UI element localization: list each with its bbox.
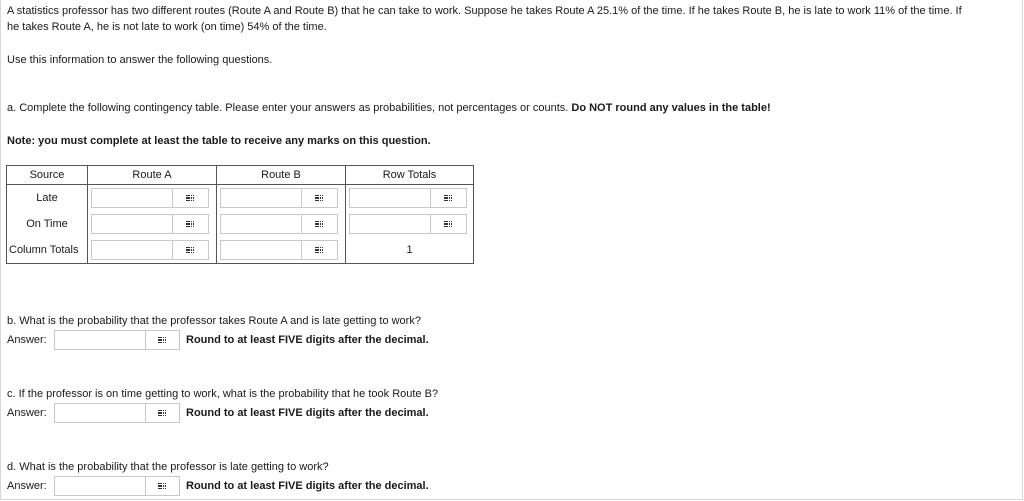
keypad-button[interactable] xyxy=(173,188,209,208)
part-c-question: c. If the professor is on time getting to work, what is the probability that he took Route B? xyxy=(7,388,439,400)
on-time-row-total-input[interactable] xyxy=(349,214,431,234)
keypad-grid-icon xyxy=(315,247,324,254)
answer-label: Answer: xyxy=(7,407,47,419)
header-route-a: Route A xyxy=(88,166,217,185)
part-c-answer-row xyxy=(7,403,429,423)
keypad-button[interactable] xyxy=(146,330,180,350)
keypad-button[interactable] xyxy=(302,214,338,234)
on-time-route-b-input[interactable] xyxy=(220,214,302,234)
intro-line-2: he takes Route A, he is not late to work (on time) 54% of the time. xyxy=(7,21,327,33)
rounding-hint: Round to at least FIVE digits after the decimal. xyxy=(186,407,429,419)
row-label-column-totals: Column Totals xyxy=(7,237,88,264)
answer-label: Answer: xyxy=(7,334,47,346)
part-d-answer-row xyxy=(7,476,429,496)
keypad-grid-icon xyxy=(186,247,195,254)
keypad-grid-icon xyxy=(315,221,324,228)
keypad-button[interactable] xyxy=(173,240,209,260)
table-row-late xyxy=(7,185,474,212)
part-b-answer-row xyxy=(7,330,429,350)
instruction-text: Use this information to answer the following questions. xyxy=(7,54,273,66)
row-label-on-time: On Time xyxy=(7,211,88,237)
table-header-row xyxy=(7,166,474,185)
keypad-grid-icon xyxy=(186,195,195,202)
keypad-grid-icon xyxy=(158,337,167,344)
keypad-button[interactable] xyxy=(431,188,467,208)
rounding-hint: Round to at least FIVE digits after the decimal. xyxy=(186,334,429,346)
part-c-answer-input[interactable] xyxy=(54,403,146,423)
intro-line-1: A statistics professor has two different routes (Route A and Route B) that he can take to work. Suppose he takes Route A 25.1% of the time. If he takes Route B, he is late to work 11% of the time. If xyxy=(7,5,962,17)
table-row-column-totals xyxy=(7,237,474,264)
part-a-body: a. Complete the following contingency table. Please enter your answers as probabilities, not percentages or counts. xyxy=(7,102,569,114)
late-route-b-input[interactable] xyxy=(220,188,302,208)
keypad-button[interactable] xyxy=(146,476,180,496)
header-route-b: Route B xyxy=(217,166,346,185)
header-row-totals: Row Totals xyxy=(346,166,474,185)
keypad-button[interactable] xyxy=(431,214,467,234)
part-a-emphasis: Do NOT round any values in the table! xyxy=(571,102,771,114)
keypad-grid-icon xyxy=(158,410,167,417)
keypad-grid-icon xyxy=(186,221,195,228)
keypad-grid-icon xyxy=(444,221,453,228)
keypad-button[interactable] xyxy=(302,188,338,208)
keypad-grid-icon xyxy=(158,483,167,490)
part-b-answer-input[interactable] xyxy=(54,330,146,350)
rounding-hint: Round to at least FIVE digits after the decimal. xyxy=(186,480,429,492)
total-route-a-input[interactable] xyxy=(91,240,173,260)
answer-label: Answer: xyxy=(7,480,47,492)
row-label-late: Late xyxy=(7,185,88,212)
keypad-button[interactable] xyxy=(146,403,180,423)
part-a-note: Note: you must complete at least the table to receive any marks on this question. xyxy=(7,135,431,147)
table-row-on-time xyxy=(7,211,474,237)
part-b-question: b. What is the probability that the professor takes Route A and is late getting to work? xyxy=(7,315,421,327)
on-time-route-a-input[interactable] xyxy=(91,214,173,234)
keypad-button[interactable] xyxy=(173,214,209,234)
keypad-grid-icon xyxy=(444,195,453,202)
part-a-text xyxy=(7,100,771,116)
keypad-button[interactable] xyxy=(302,240,338,260)
contingency-table xyxy=(6,165,474,264)
late-route-a-input[interactable] xyxy=(91,188,173,208)
grand-total-value: 1 xyxy=(406,244,413,256)
part-d-question: d. What is the probability that the professor is late getting to work? xyxy=(7,461,329,473)
header-source: Source xyxy=(7,166,88,185)
keypad-grid-icon xyxy=(315,195,324,202)
part-d-answer-input[interactable] xyxy=(54,476,146,496)
total-route-b-input[interactable] xyxy=(220,240,302,260)
late-row-total-input[interactable] xyxy=(349,188,431,208)
